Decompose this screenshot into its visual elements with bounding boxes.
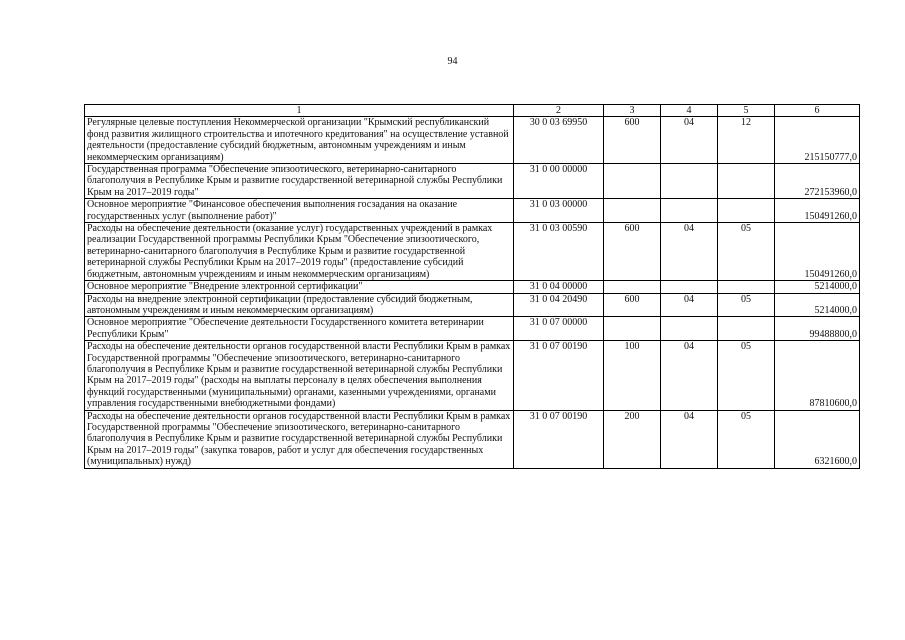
row-col5: 12 [718,117,775,164]
row-col5: 05 [718,223,775,281]
table-row [85,281,860,293]
row-amount: 5214000,0 [775,281,860,293]
row-code: 31 0 07 00190 [514,341,604,410]
row-col4: 04 [661,410,718,468]
row-col5 [718,199,775,223]
row-name: Основное мероприятие "Внедрение электронной сертификации" [85,281,514,293]
row-col3 [604,281,661,293]
page-number: 94 [447,56,458,67]
column-header-row [85,105,860,117]
row-col3 [604,317,661,341]
row-amount: 5214000,0 [775,293,860,317]
row-code: 31 0 07 00000 [514,317,604,341]
row-name: Государственная программа "Обеспечение эпизоотического, ветеринарно-санитарного благополучия в Республике Крым и развитие государственной ветеринарной службы Республики Крым на 2017–2019 годы" [85,164,514,199]
table-row [85,164,860,199]
row-code: 31 0 04 20490 [514,293,604,317]
budget-table-body [85,105,860,469]
row-name: Основное мероприятие "Финансовое обеспечения выполнения госзадания на оказание государственных услуг (выполнение работ)" [85,199,514,223]
row-amount: 150491260,0 [775,223,860,281]
row-col4: 04 [661,293,718,317]
row-col4 [661,281,718,293]
row-col3: 600 [604,117,661,164]
row-col3: 600 [604,293,661,317]
row-col3: 100 [604,341,661,410]
row-col4: 04 [661,341,718,410]
row-amount: 99488800,0 [775,317,860,341]
column-header-1: 1 [85,105,514,117]
column-header-6: 6 [775,105,860,117]
row-col4: 04 [661,223,718,281]
column-header-2: 2 [514,105,604,117]
table-row [85,223,860,281]
row-name: Регулярные целевые поступления Некоммерческой организации "Крымский республиканский фонд развития жилищного строительства и ипотечного кредитования" на осуществление уставной деятельности (предоставление субсидий бюджетным, автономным учреждениям и иным некоммерческим организациям) [85,117,514,164]
row-amount: 87810600,0 [775,341,860,410]
row-amount: 6321600,0 [775,410,860,468]
row-col3 [604,164,661,199]
row-name: Расходы на обеспечение деятельности (оказание услуг) государственных учреждений в рамках реализации Государственной программы Республики Крым "Обеспечение эпизоотического, ветеринарно-санитарного благополучия в Республике Крым и развитие государственной ветеринарной службы Республики Крым на 2017–2019 годы" (предоставление субсидий бюджетным, автономным учреждениям и иным некоммерческим организациям) [85,223,514,281]
row-code: 31 0 03 00590 [514,223,604,281]
table-row [85,117,860,164]
row-code: 30 0 03 69950 [514,117,604,164]
column-header-3: 3 [604,105,661,117]
row-code: 31 0 03 00000 [514,199,604,223]
row-col5 [718,281,775,293]
row-col5 [718,164,775,199]
row-col4 [661,164,718,199]
row-col4: 04 [661,117,718,164]
row-name: Расходы на внедрение электронной сертификации (предоставление субсидий бюджетным, автономным учреждениям и иным некоммерческим организациям) [85,293,514,317]
table-row [85,341,860,410]
table-row [85,199,860,223]
row-code: 31 0 07 00190 [514,410,604,468]
row-col5: 05 [718,410,775,468]
table-row [85,317,860,341]
row-code: 31 0 04 00000 [514,281,604,293]
row-col3: 200 [604,410,661,468]
row-col5: 05 [718,341,775,410]
row-col5 [718,317,775,341]
table-row [85,410,860,468]
row-name: Основное мероприятие "Обеспечение деятельности Государственного комитета ветеринарии Республики Крым" [85,317,514,341]
column-header-4: 4 [661,105,718,117]
row-amount: 215150777,0 [775,117,860,164]
row-col4 [661,317,718,341]
row-amount: 150491260,0 [775,199,860,223]
row-name: Расходы на обеспечение деятельности органов государственной власти Республики Крым в рамках Государственной программы "Обеспечение эпизоотического, ветеринарно-санитарного благополучия в Республике Крым и развитие государственной ветеринарной службы Республики Крым на 2017–2019 годы" (закупка товаров, работ и услуг для обеспечения государственных (муниципальных) нужд) [85,410,514,468]
row-name: Расходы на обеспечение деятельности органов государственной власти Республики Крым в рамках Государственной программы "Обеспечение эпизоотического, ветеринарно-санитарного благополучия в Республике Крым и развитие государственной ветеринарной службы Республики Крым на 2017–2019 годы" (расходы на выплаты персоналу в целях обеспечения выполнения функций государственными (муниципальными) органами, казенными учреждениями, органами управления государственными внебюджетными фондами) [85,341,514,410]
row-amount: 272153960,0 [775,164,860,199]
column-header-5: 5 [718,105,775,117]
row-col4 [661,199,718,223]
budget-table [84,104,860,469]
row-col5: 05 [718,293,775,317]
row-col3: 600 [604,223,661,281]
table-row [85,293,860,317]
row-col3 [604,199,661,223]
row-code: 31 0 00 00000 [514,164,604,199]
